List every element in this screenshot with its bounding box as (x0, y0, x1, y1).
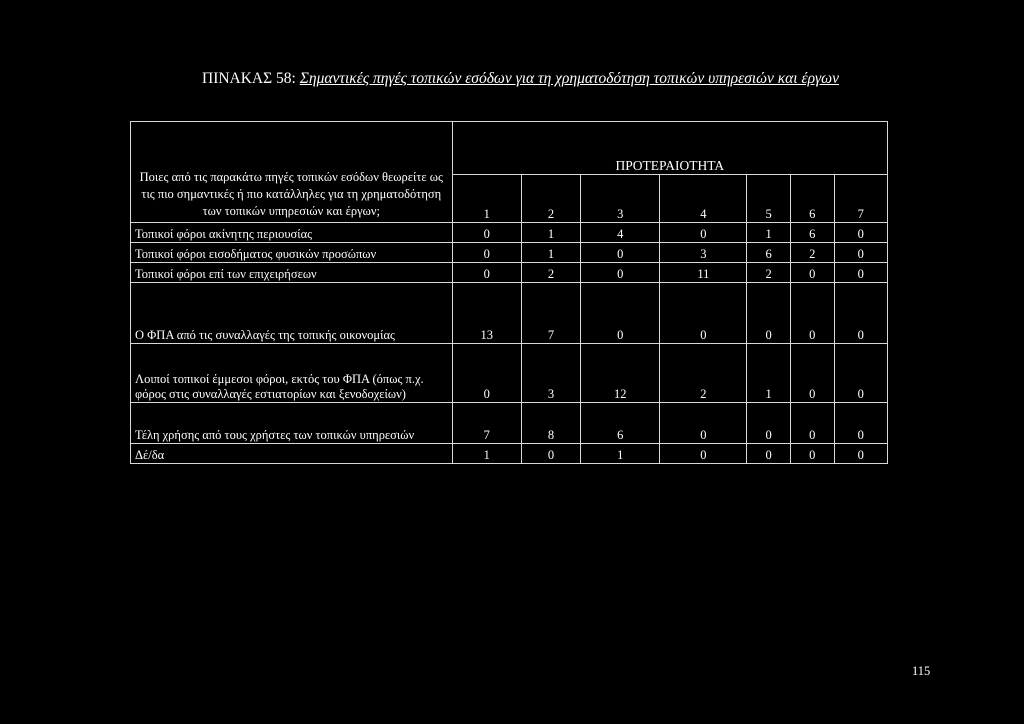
table-row (131, 243, 888, 263)
rank-5: 5 (747, 175, 791, 223)
table-row (131, 263, 888, 283)
cell-value: 11 (660, 263, 747, 283)
cell-value: 12 (581, 344, 660, 403)
row-label: Τοπικοί φόροι ακίνητης περιουσίας (131, 223, 453, 243)
cell-value: 0 (834, 263, 887, 283)
cell-value: 2 (790, 243, 834, 263)
rank-7: 7 (834, 175, 887, 223)
cell-value: 0 (452, 223, 521, 243)
cell-value: 0 (581, 283, 660, 344)
cell-value: 0 (581, 243, 660, 263)
table-row (131, 283, 888, 344)
rank-2: 2 (521, 175, 580, 223)
row-label: Δέ/δα (131, 444, 453, 464)
priorities-table (130, 121, 888, 464)
cell-value: 0 (790, 444, 834, 464)
cell-value: 3 (521, 344, 580, 403)
cell-value: 0 (521, 444, 580, 464)
rank-6: 6 (790, 175, 834, 223)
question-header: Ποιες από τις παρακάτω πηγές τοπικών εσόδων θεωρείτε ως τις πιο σημαντικές ή πιο κατάλληλες για τη χρηματοδότηση των τοπικών υπηρεσιών και έργων; (131, 122, 453, 223)
cell-value: 0 (660, 444, 747, 464)
cell-value: 0 (747, 444, 791, 464)
cell-value: 3 (660, 243, 747, 263)
cell-value: 1 (581, 444, 660, 464)
cell-value: 0 (834, 223, 887, 243)
cell-value: 4 (581, 223, 660, 243)
priority-header: ΠΡΟΤΕΡΑΙΟΤΗΤΑ (452, 122, 887, 175)
cell-value: 0 (834, 444, 887, 464)
cell-value: 0 (790, 263, 834, 283)
cell-value: 0 (790, 403, 834, 444)
cell-value: 0 (790, 283, 834, 344)
cell-value: 7 (521, 283, 580, 344)
table-row (131, 344, 888, 403)
cell-value: 0 (660, 283, 747, 344)
row-label: Ο ΦΠΑ από τις συναλλαγές της τοπικής οικονομίας (131, 283, 453, 344)
row-label: Τοπικοί φόροι επί των επιχειρήσεων (131, 263, 453, 283)
cell-value: 13 (452, 283, 521, 344)
rank-1: 1 (452, 175, 521, 223)
rank-4: 4 (660, 175, 747, 223)
cell-value: 0 (834, 403, 887, 444)
cell-value: 0 (452, 344, 521, 403)
caption-prefix: ΠΙΝΑΚΑΣ 58: (202, 70, 296, 87)
cell-value: 2 (660, 344, 747, 403)
cell-value: 0 (747, 403, 791, 444)
cell-value: 1 (747, 344, 791, 403)
header-row (131, 122, 888, 175)
rank-3: 3 (581, 175, 660, 223)
cell-value: 1 (747, 223, 791, 243)
table-row (131, 403, 888, 444)
cell-value: 1 (521, 243, 580, 263)
table-row (131, 444, 888, 464)
cell-value: 2 (747, 263, 791, 283)
cell-value: 6 (581, 403, 660, 444)
cell-value: 1 (452, 444, 521, 464)
page-number: 115 (912, 664, 931, 678)
cell-value: 0 (834, 344, 887, 403)
cell-value: 6 (790, 223, 834, 243)
cell-value: 0 (581, 263, 660, 283)
cell-value: 6 (747, 243, 791, 263)
cell-value: 7 (452, 403, 521, 444)
row-label: Τέλη χρήσης από τους χρήστες των τοπικών υπηρεσιών (131, 403, 453, 444)
cell-value: 0 (452, 243, 521, 263)
cell-value: 0 (834, 283, 887, 344)
caption-title: Σημαντικές πηγές τοπικών εσόδων για τη χρηματοδότηση τοπικών υπηρεσιών και έργων (299, 70, 839, 87)
cell-value: 0 (452, 263, 521, 283)
cell-value: 0 (747, 283, 791, 344)
table-row (131, 223, 888, 243)
cell-value: 8 (521, 403, 580, 444)
cell-value: 0 (660, 223, 747, 243)
cell-value: 0 (660, 403, 747, 444)
cell-value: 2 (521, 263, 580, 283)
cell-value: 0 (790, 344, 834, 403)
row-label: Τοπικοί φόροι εισοδήματος φυσικών προσώπων (131, 243, 453, 263)
cell-value: 0 (834, 243, 887, 263)
row-label: Λοιποί τοπικοί έμμεσοι φόροι, εκτός του ΦΠΑ (όπως π.χ. φόρος στις συναλλαγές εστιατορίων και ξενοδοχείων) (131, 344, 453, 403)
table-caption (202, 70, 839, 88)
cell-value: 1 (521, 223, 580, 243)
